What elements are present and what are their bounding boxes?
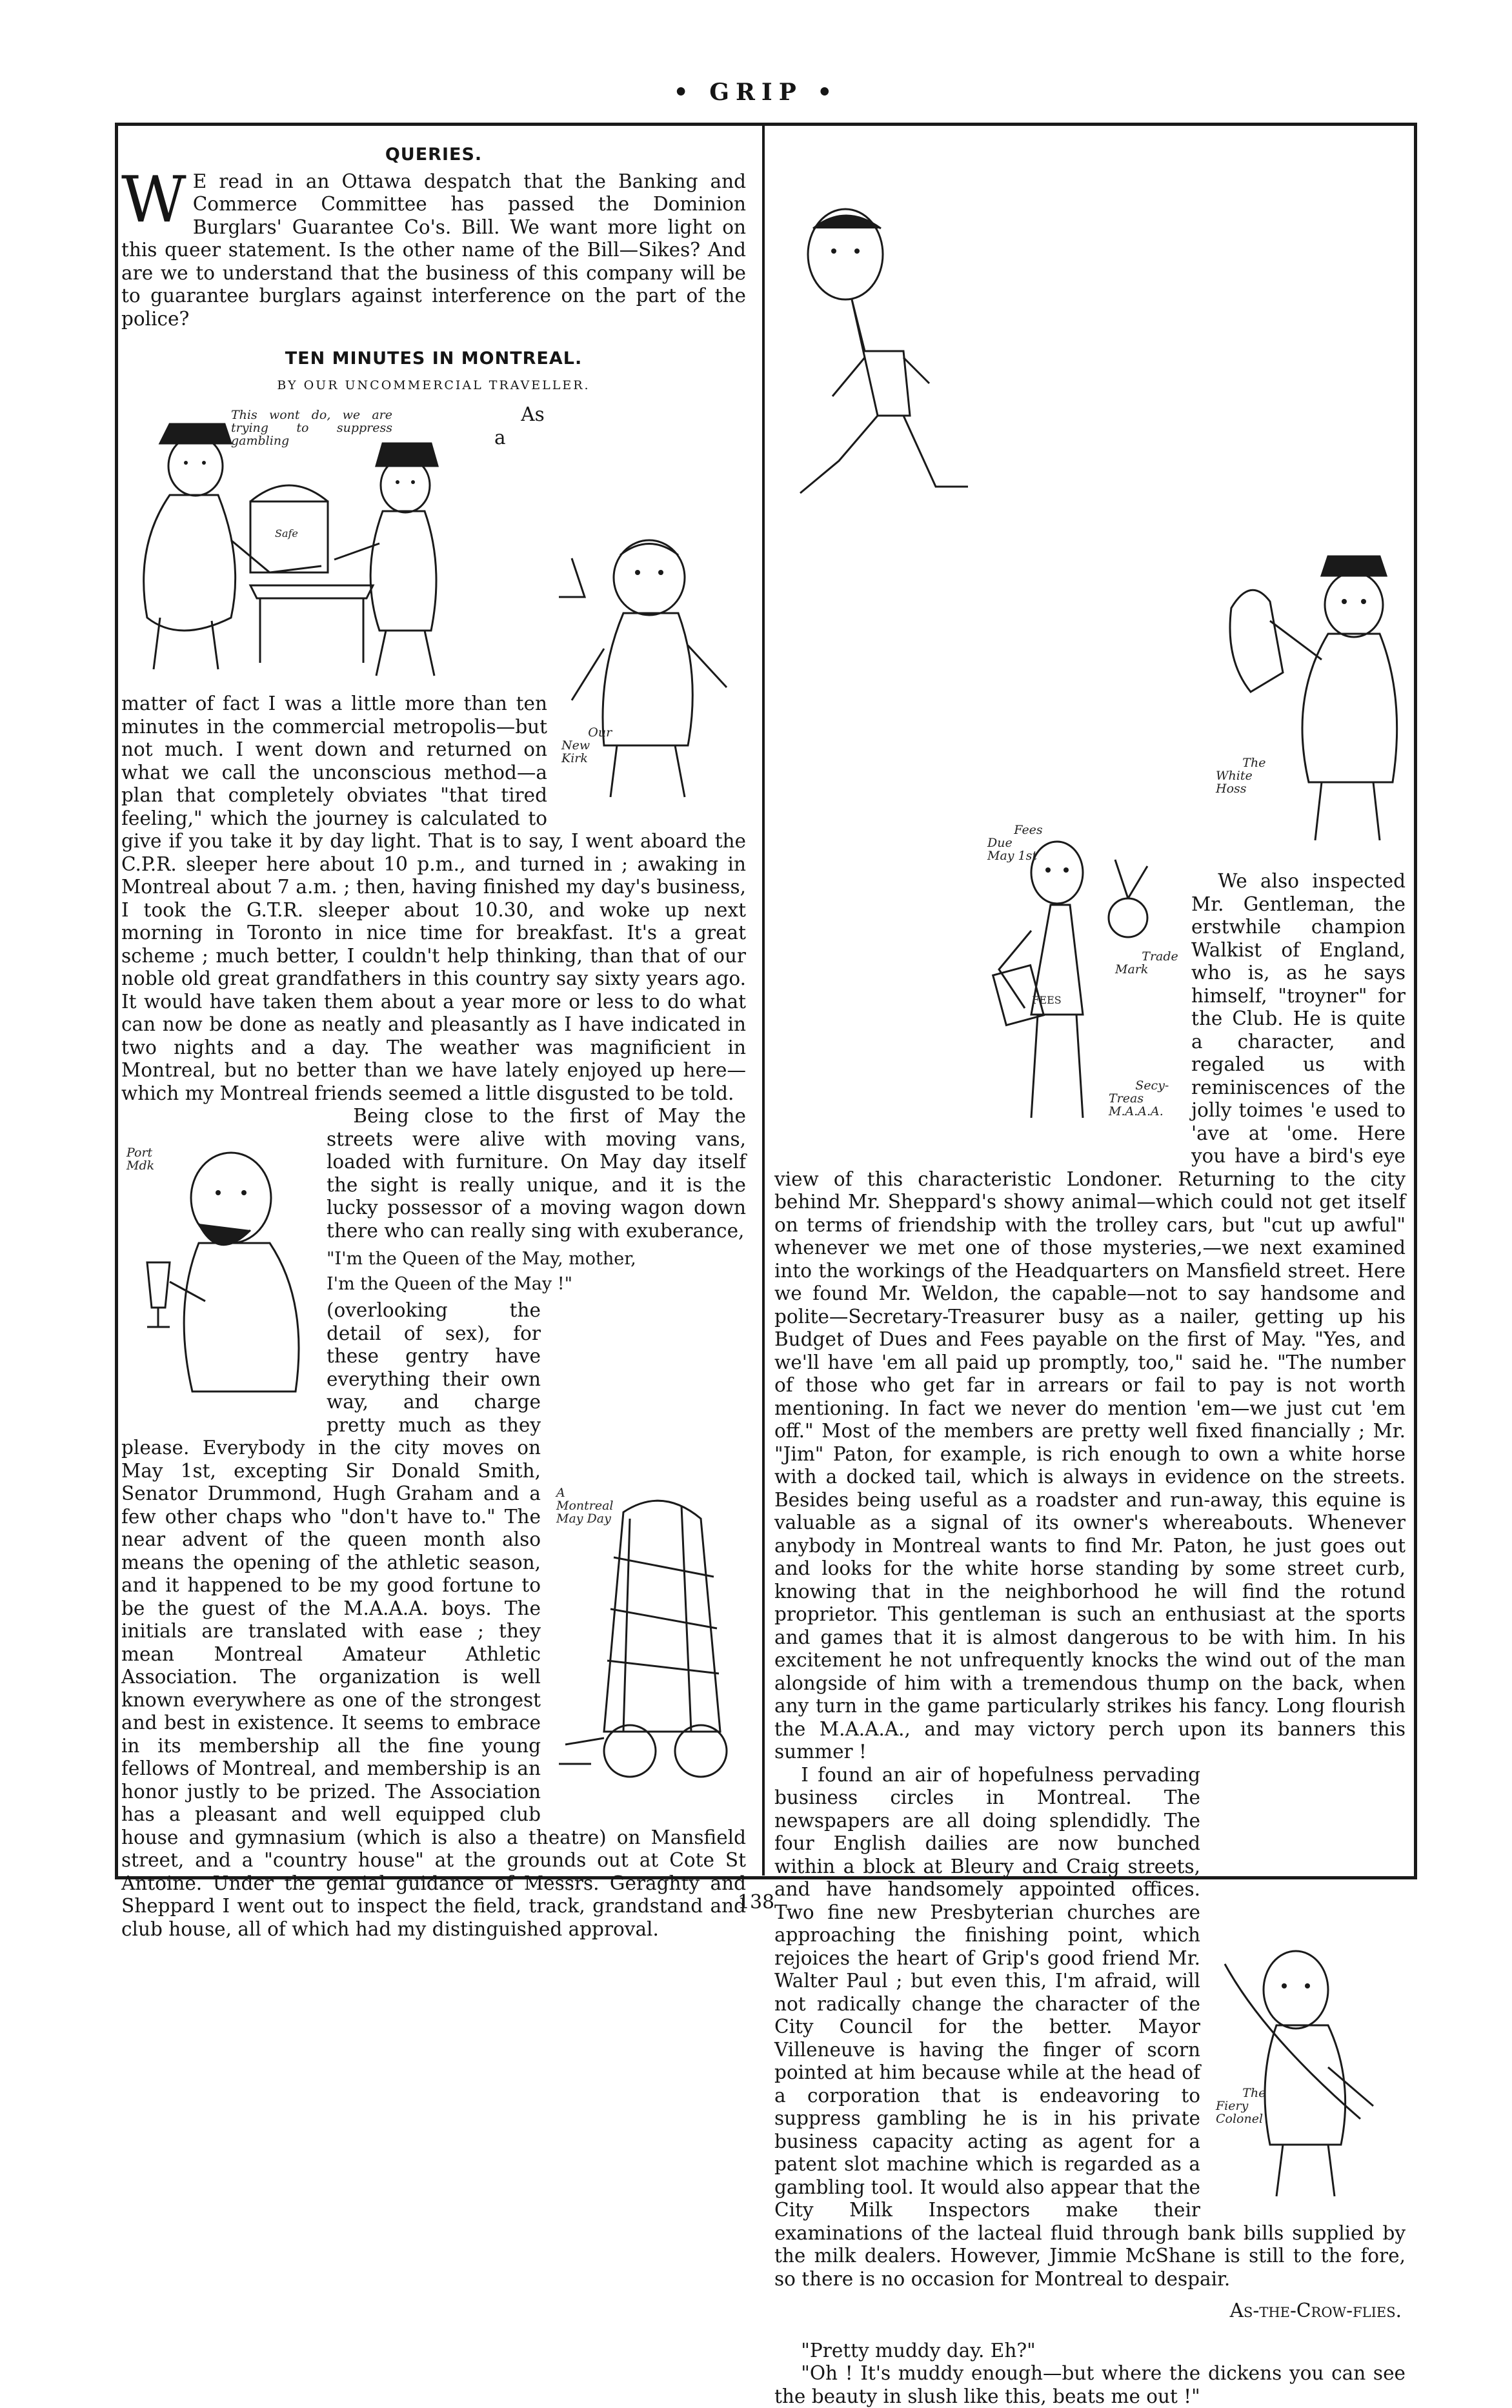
drop-cap: W <box>121 163 186 237</box>
article-byline: BY OUR UNCOMMERCIAL TRAVELLER. <box>277 378 590 392</box>
article-paragraph-3-text: (overlooking the detail of sex), for these gentry have everything their own way, and charge pretty much as they please. Everybody in the city moves on May 1st, excepting Sir Donald Smith, Senator Drummond, Hugh Graham and a few other chaps who "don't have to." The near advent of the queen month also means the opening of the athletic season, and it happened to be my good fortune to be the guest of the M.A.A.A. boys. The initials are translated with ease ; they mean Montreal Amateur Athletic Association. The organization is well known everywhere as one of the strongest and best in existence. It seems to embrace in its membership all the fine young fellows of Montreal, and membership is an honor justly to be prized. The Association has a pleasant and well equipped club house and gymnasium (which is also a theatre) on Mansfield street, and a "country house" at the grounds out at Cote St Antoine. Under the genial guidance of Messrs. Geraghty and Sheppard I went out to inspect the field, track, grandstand and club house, all of which had my distinguished approval. <box>121 1299 746 1940</box>
kirk-caption: Our New Kirk <box>561 725 612 765</box>
queries-text: E read in an Ottawa despatch that the Banking and Commerce Committee has passed the Dominion Burglars' Guarantee Co's. Bill. We want more light on this queer statement. Is the other name of the Bill—Sikes? And are we to understand that the business of this company will be to guarantee burglars against interference on the part of the police? <box>121 170 746 330</box>
port-illustration <box>121 1133 315 1411</box>
secretary-illustration <box>986 821 1180 1144</box>
right-column <box>774 137 1406 2408</box>
verse-line-1: "I'm the Queen of the May, mother, <box>327 1249 636 1269</box>
joke-line-1: "Pretty muddy day. Eh?" <box>801 2339 1036 2362</box>
article-paragraph-2: Being close to the first of May the streets were alive with moving vans, loaded with furniture. On May day itself the sight is really unique, and it is the lucky possessor of a moving wagon down there who can really sing with exuberance, <box>327 1105 746 1242</box>
kirk-illustration <box>559 532 746 804</box>
article-paragraph-1-text: As a matter of fact I was a little more than ten minutes in the commercial metropolis—but not much. I went down and returned on what we call the unconscious method—a plan that completely obviates "that tired feeling," which the journey is calculated to give if you take it by day light. That is to say, I went aboard the C.P.R. sleeper here about 10 p.m., and turned in ; awaking in Montreal about 7 a.m. ; then, having finished my day's business, I took the G.T.R. sleeper about 10.30, and woke up next morning in Toronto in nice time for breakfast. It's a great scheme ; much better, I couldn't help thinking, than that of our noble old great grandfathers in this country say sixty years ago. It would have taken them about a year more or less to do what can now be done as neatly and pleasantly as I have indicated in two nights and a day. The weather was magnificient in Montreal, but no better than we have lately enjoyed up here—which my Montreal friends seemed a little disgusted to be told. <box>121 403 746 1104</box>
safe-label: Safe <box>275 527 298 540</box>
trademark-caption: Trade Mark <box>1115 949 1178 976</box>
column-rule <box>762 125 765 1876</box>
article-heading: TEN MINUTES IN MONTREAL. <box>285 349 583 369</box>
verse-line-2: I'm the Queen of the May !" <box>327 1274 573 1294</box>
article-paragraph-5 <box>774 1764 1406 2291</box>
colonel-drawing <box>1212 1938 1406 2209</box>
page-number: 138 <box>737 1891 775 1914</box>
walkist-drawing <box>774 183 974 525</box>
joke-line-2: "Oh ! It's muddy enough—but where the dickens you can see the beauty in slush like this, beats me out !" <box>774 2362 1406 2407</box>
moving-van-illustration <box>552 1461 746 1803</box>
white-horse-caption: The White Hoss <box>1216 756 1266 796</box>
fees-caption: Fees Due May 1st <box>987 823 1043 863</box>
article-paragraph-5-text: I found an air of hopefulness pervading business circles in Montreal. The newspapers are all doing splendidly. The four English dailies are now bunched within a block at Bleury and Craig streets, and have handsomely appointed offices. Two fine new Presbyterian churches are approaching the finishing point, which rejoices the heart of Grip's good friend Mr. Walter Paul ; but even this, I'm afraid, will not radically change the character of the City Council for the better. Mayor Villeneuve is having the finger of scorn pointed at him because while at the head of a corporation that is endeavoring to suppress gambling he is in his private business capacity acting as agent for a patent slot machine which is regarded as a gambling tool. It would also appear that the City Milk Inspectors make their examinations of the lacteal fluid through bank bills supplied by the milk dealers. However, Jimmie McShane is still to the fore, so there is no occasion for Montreal to despair. <box>774 1763 1406 2290</box>
secy-caption: Secy-Treas M.A.A.A. <box>1109 1078 1169 1118</box>
colonel-illustration <box>1212 1938 1406 2209</box>
burglars-illustration <box>121 405 483 689</box>
masthead: • GRIP • <box>673 79 839 106</box>
burglars-drawing <box>121 405 483 689</box>
left-column <box>121 137 746 1941</box>
white-horse-illustration <box>1212 543 1406 866</box>
port-drawing <box>121 1133 315 1411</box>
port-caption: Port Mdk <box>126 1146 155 1173</box>
queries-paragraph <box>121 163 746 331</box>
walkist-illustration <box>774 183 974 525</box>
white-horse-drawing <box>1212 543 1406 866</box>
article-signature: As-the-Crow-flies. <box>1229 2300 1402 2322</box>
colonel-caption: The Fiery Colonel <box>1216 2085 1266 2126</box>
fees-book-label: FEES <box>1032 994 1062 1006</box>
article-paragraph-4-text: We also inspected Mr. Gentleman, the erstwhile champion Walkist of England, who is, as he says himself, "troyner" for the Club. He is quite a character, and regaled us with reminiscences of the jolly toimes 'e used to 'ave at 'ome. Here you have a bird's eye view of this characteristic Londoner. Returning to the city behind Mr. Sheppard's showy animal—which could not get itself on terms of friendship with the trolley cars, but "cut up awful" whenever we met one of those mysteries,—we next examined into the workings of the Headquarters on Mansfield street. Here we found Mr. Weldon, the capable—not to say handsome and polite—Secretary-Treasurer busy as a nailer, getting up his Budget of Dues and Fees payable on the first of May. "Yes, and we'll have 'em all paid up promptly, too," said he. "The number of those who get far in arrears or fail to pay is not worth mentioning. In fact we never do mention 'em—we just cut 'em off." Most of the members are pretty well fixed financially ; Mr. "Jim" Paton, for example, is rich enough to own a white horse with a docked tail, which is always in evidence on the streets. Besides being useful as a roadster and run-away, this equine is valuable as a signal of its owner's whereabouts. Whenever anybody in Montreal wants to find Mr. Paton, he just goes out and looks for the white horse standing by some street curb, knowing that in the neighborhood he will find the rotund proprietor. This gentleman is such an enthusiast at the sports and games that it is almost dangerous to be with him. In his excitement he not unfrequently knocks the wind out of the man alongside of him with a tremendous thump on the back, when any turn in the game particularly strikes his fancy. Long flourish the M.A.A.A., and may victory perch upon its banners this summer ! <box>774 870 1406 1763</box>
queries-heading: QUERIES. <box>385 145 483 165</box>
moving-van-caption: A Montreal May Day <box>556 1486 614 1526</box>
burglars-caption: This wont do, we are trying to suppress gambling <box>231 408 392 448</box>
